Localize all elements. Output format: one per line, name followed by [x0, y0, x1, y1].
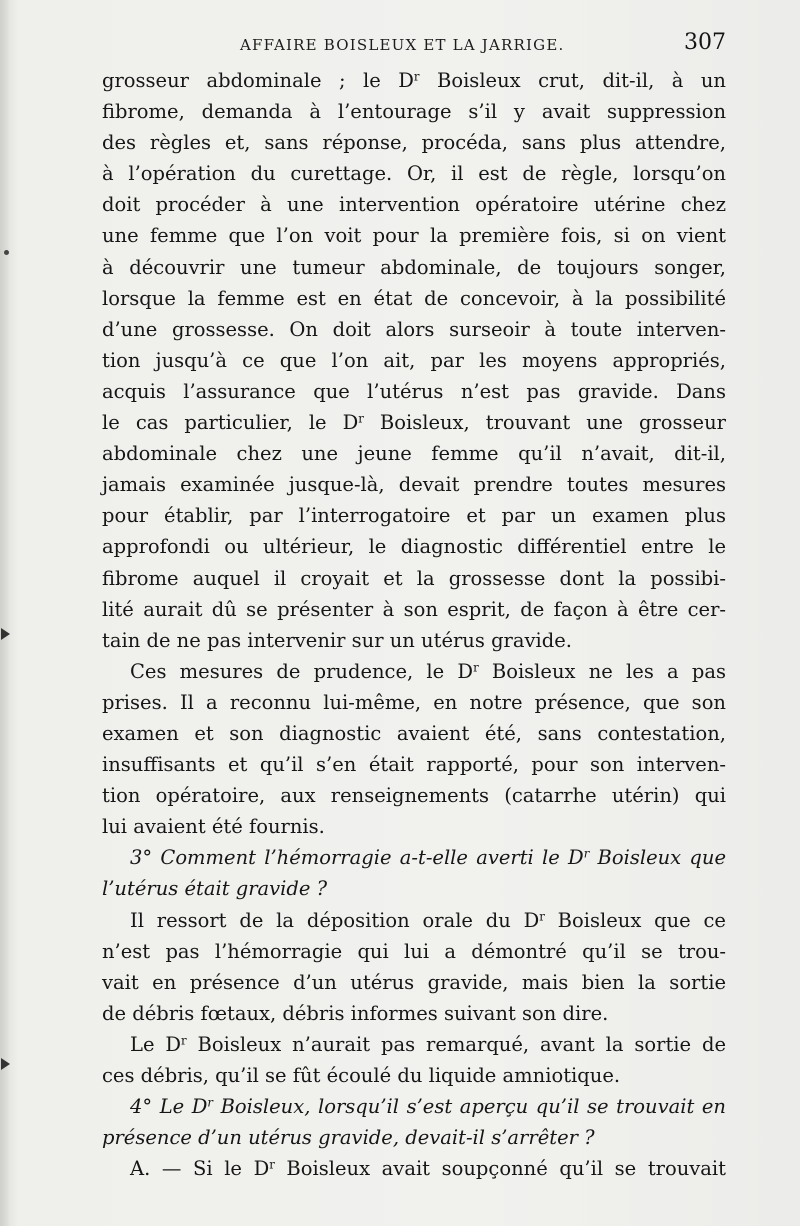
text-line: tion opératoire, aux renseignements (catarrhe utérin) qui [102, 784, 726, 808]
text-line: lui avaient été fournis. [102, 815, 325, 839]
text-line: fibrome auquel il croyait et la grossesse dont la possibi- [102, 566, 726, 590]
text-line: jamais examinée jusque-là, devait prendre toutes mesures [102, 473, 726, 497]
running-head: AFFAIRE BOISLEUX ET LA JARRIGE. [240, 36, 565, 54]
body-text [102, 65, 726, 1184]
text-line: lité aurait dû se présenter à son esprit, de façon à être cer- [102, 597, 726, 621]
text-line: insuffisants et qu’il s’en était rapporté, pour son interven- [102, 753, 726, 777]
page-gutter-shadow [0, 0, 10, 1226]
text-line: Ces mesures de prudence, le $D^r$ Boisleux ne les a pas [130, 659, 727, 683]
text-line: 4° Le $D^r$ Boisleux, lorsqu’il s’est aperçu qu’il se trouvait en [130, 1095, 726, 1119]
text-line: grosseur abdominale ; le $D^r$ Boisleux crut, dit-il, à un [102, 69, 726, 92]
text-line: le cas particulier, le $D^r$ Boisleux, trouvant une grosseur [102, 411, 726, 435]
text-line: présence d’un utérus gravide, devait-il s’arrêter ? [102, 1126, 595, 1150]
text-line: Il ressort de la déposition orale du $D^r$ Boisleux que ce [130, 908, 726, 932]
text-line: une femme que l’on voit pour la première fois, si on vient [102, 224, 726, 248]
text-line: pour établir, par l’interrogatoire et par un examen plus [102, 504, 726, 528]
text-line: abdominale chez une jeune femme qu’il n’avait, dit-il, [102, 442, 726, 466]
text-line: vait en présence d’un utérus gravide, mais bien la sortie [102, 970, 726, 994]
text-line: l’utérus était gravide ? [102, 877, 328, 901]
text-line: à l’opération du curettage. Or, il est de règle, lorsqu’on [102, 162, 726, 186]
text-line: 3° Comment l’hémorragie a-t-elle averti le $D^r$ Boisleux que [130, 846, 726, 870]
text-line: A. — Si le $D^r$ Boisleux avait soupçonné qu’il se trouvait [130, 1157, 726, 1181]
text-line: de débris fœtaux, débris informes suivant son dire. [102, 1001, 609, 1025]
text-line: tion jusqu’à ce que l’on ait, par les moyens appropriés, [102, 348, 726, 372]
text-line: des règles et, sans réponse, procéda, sans plus attendre, [102, 131, 726, 155]
text-line: à découvrir une tumeur abdominale, de toujours songer, [102, 255, 726, 279]
text-line: n’est pas l’hémorragie qui lui a démontré qu’il se trou- [102, 939, 726, 963]
text-line: Le $D^r$ Boisleux n’aurait pas remarqué, avant la sortie de [130, 1032, 726, 1056]
margin-marker-icon [1, 628, 10, 640]
text-line: approfondi ou ultérieur, le diagnostic différentiel entre le [102, 535, 726, 559]
text-line: doit procéder à une intervention opératoire utérine chez [102, 193, 726, 217]
text-line: fibrome, demanda à l’entourage s’il y avait suppression [102, 100, 726, 124]
text-line: ces débris, qu’il se fût écoulé du liquide amniotique. [102, 1064, 621, 1087]
text-line: examen et son diagnostic avaient été, sans contestation, [102, 721, 726, 745]
text-line: prises. Il a reconnu lui-même, en notre présence, que son [102, 690, 726, 714]
text-line: acquis l’assurance que l’utérus n’est pas gravide. Dans [102, 379, 726, 403]
text-line: tain de ne pas intervenir sur un utérus gravide. [102, 628, 572, 652]
margin-marker-icon [1, 1058, 10, 1070]
text-line: d’une grossesse. On doit alors surseoir à toute interven- [102, 317, 726, 341]
text-line: lorsque la femme est en état de concevoir, à la possibilité [102, 286, 726, 310]
margin-dot-icon [4, 250, 9, 255]
page-header [102, 30, 726, 60]
page-number: 307 [684, 30, 726, 55]
